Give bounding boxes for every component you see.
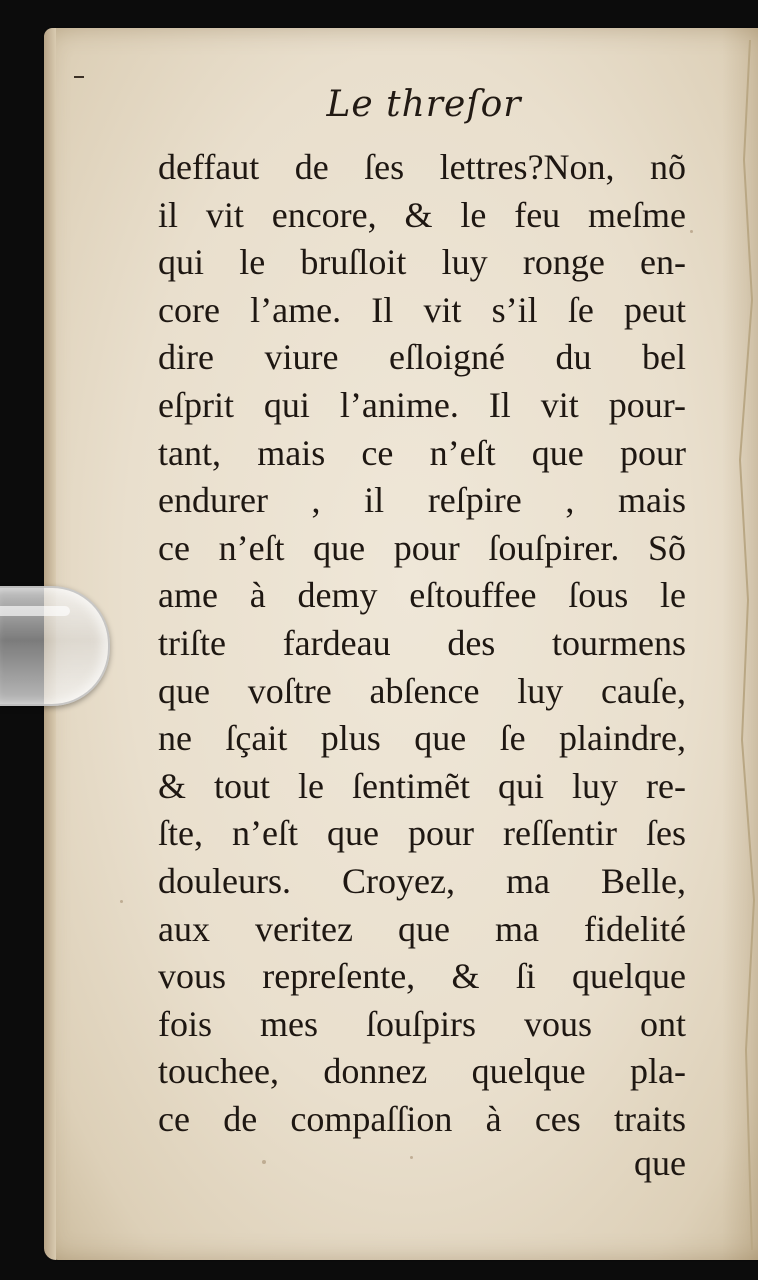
- clip-highlight: [0, 606, 70, 616]
- text-line: vous repreſente, & ſi quelque: [158, 956, 686, 997]
- text-line: fois mes ſouſpirs vous ont: [158, 1003, 686, 1044]
- running-head: Le threſor: [326, 84, 522, 125]
- plastic-page-clip: [0, 586, 110, 706]
- text-line: que voſtre abſence luy cauſe,: [158, 670, 686, 711]
- catchword: que: [634, 1143, 686, 1183]
- text-line: aux veritez que ma fidelité: [158, 908, 686, 949]
- text-line: eſprit qui l’anime. Il vit pour-: [158, 384, 686, 425]
- text-line: deffaut de ſes lettres?Non, nõ: [158, 147, 686, 187]
- text-line: ce de compaſſion à ces traits: [158, 1098, 686, 1139]
- text-line: dire viure eſloigné du bel: [158, 337, 686, 378]
- text-line: il vit encore, & le feu meſme: [158, 194, 686, 235]
- page-mark: [74, 76, 84, 78]
- text-line: endurer , il reſpire , mais: [158, 480, 686, 521]
- paper-speck: [690, 230, 693, 233]
- text-line: triſte fardeau des tourmens: [158, 622, 686, 663]
- text-line: qui le bruſloit luy ronge en-: [158, 242, 686, 283]
- text-line: touchee, donnez quelque pla-: [158, 1051, 686, 1092]
- page-torn-edge: [728, 40, 758, 1250]
- text-line: ne ſçait plus que ſe plaindre,: [158, 718, 686, 759]
- paper-speck: [120, 900, 123, 903]
- text-line: & tout le ſentimẽt qui luy re-: [158, 765, 686, 806]
- text-line: ſte, n’eſt que pour reſſentir ſes: [158, 813, 686, 854]
- text-line: douleurs. Croyez, ma Belle,: [158, 860, 686, 901]
- text-line: ame à demy eſtouffee ſous le: [158, 575, 686, 616]
- text-line: tant, mais ce n’eſt que pour: [158, 432, 686, 473]
- page-body-text: [158, 144, 686, 1143]
- text-line: core l’ame. Il vit s’il ſe peut: [158, 289, 686, 330]
- text-line: ce n’eſt que pour ſouſpirer. Sõ: [158, 527, 686, 568]
